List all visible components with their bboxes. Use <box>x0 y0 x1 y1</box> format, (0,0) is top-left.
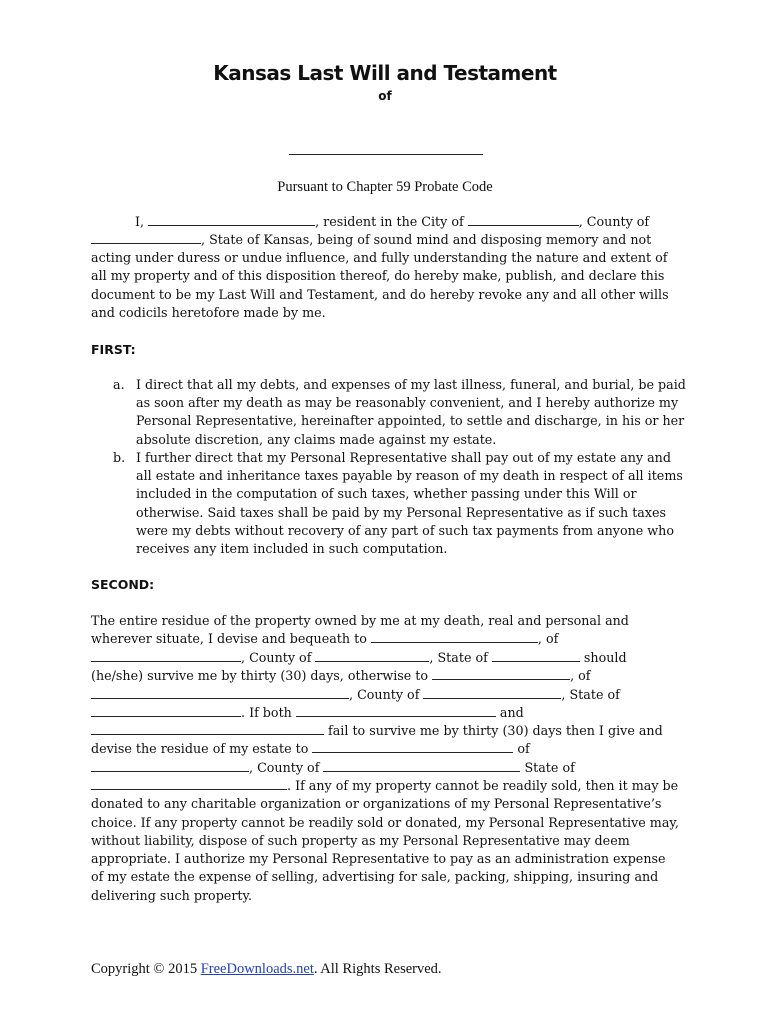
second-text: should <box>579 650 627 665</box>
item-line: absolute discretion, any claims made against my estate. <box>136 431 497 447</box>
second-heading: SECOND: <box>91 577 155 592</box>
residue-city-blank[interactable] <box>91 759 249 772</box>
county-blank[interactable] <box>91 231 201 244</box>
residue-county-blank[interactable] <box>323 759 520 772</box>
beneficiary-state-blank[interactable] <box>492 649 580 662</box>
item-marker: a. <box>113 377 125 392</box>
second-text: wherever situate, I devise and bequeath to <box>91 631 371 646</box>
item-line: included in the computation of such taxes, whether passing under this Will or <box>136 486 637 502</box>
second-text: State of <box>520 760 575 775</box>
alternate-state-blank[interactable] <box>91 704 241 717</box>
second-text: (he/she) survive me by thirty (30) days, otherwise to <box>91 668 433 683</box>
intro-line-5: document to be my Last Will and Testament, and do hereby revoke any and all other wills <box>91 287 669 302</box>
item-line: as soon after my death as may be reasonably convenient, and I hereby authorize my <box>136 395 679 411</box>
intro-text: , resident in the City of <box>315 214 468 229</box>
second-line-1: The entire residue of the property owned by me at my death, real and personal and <box>91 613 629 628</box>
second-line-15: of my estate the expense of selling, advertising for sale, packing, shipping, insuring and <box>91 869 659 884</box>
copyright-footer <box>91 960 442 978</box>
second-text: , State of <box>429 650 492 665</box>
second-line-4 <box>91 667 590 685</box>
item-line: otherwise. Said taxes shall be paid by my Personal Representative as if such taxes <box>136 504 667 520</box>
testator-blank[interactable] <box>148 213 315 226</box>
second-line-2 <box>91 630 558 648</box>
copyright-suffix: . All Rights Reserved. <box>313 961 442 977</box>
beneficiary-city-blank[interactable] <box>91 649 241 662</box>
item-line: all estate and inheritance taxes payable by reason of my death in respect of all items <box>136 468 683 484</box>
item-line: receives any item included in such computation. <box>136 541 448 557</box>
item-marker: b. <box>113 450 126 465</box>
second-line-7 <box>91 722 663 740</box>
second-text: , of <box>570 668 591 683</box>
first-item-a <box>113 376 693 450</box>
second-line-13: without liability, dispose of such property as my Personal Representative may deem <box>91 833 630 848</box>
second-text: . If both <box>241 705 296 720</box>
second-text: of <box>513 741 530 756</box>
city-blank[interactable] <box>468 213 579 226</box>
item-line: Personal Representative, hereinafter appointed, to settle and discharge, in his or her <box>136 413 685 429</box>
second-text: fail to survive me by thirty (30) days then I give and <box>324 723 663 738</box>
residue-state-blank[interactable] <box>91 777 287 790</box>
first-item-b <box>113 449 693 559</box>
second-text: . If any of my property cannot be readily sold, then it may be <box>287 778 679 793</box>
of-label: of <box>378 89 392 103</box>
residue-beneficiary-blank[interactable] <box>312 740 513 753</box>
second-text: , County of <box>349 687 424 702</box>
second-text: , of <box>537 631 559 646</box>
intro-text: , County of <box>578 214 650 229</box>
second-line-14: appropriate. I authorize my Personal Representative to pay as an administration expense <box>91 851 666 866</box>
intro-line-2 <box>91 231 651 249</box>
intro-text: I, <box>135 214 149 229</box>
alternate-beneficiary-blank[interactable] <box>432 667 570 680</box>
beneficiary-blank[interactable] <box>371 630 538 643</box>
intro-line-4: all my property and of this disposition thereof, do hereby make, publish, and declare this <box>91 268 665 283</box>
beneficiary-county-blank[interactable] <box>315 649 429 662</box>
intro-line-3: acting under duress or undue influence, and fully understanding the nature and extent of <box>91 250 668 265</box>
document-title: Kansas Last Will and Testament <box>213 61 557 85</box>
second-line-6 <box>91 704 524 722</box>
both-name-1-blank[interactable] <box>296 704 496 717</box>
second-line-8 <box>91 740 530 758</box>
item-line: I direct that all my debts, and expenses of my last illness, funeral, and burial, be paid <box>136 377 686 392</box>
second-line-16: delivering such property. <box>91 888 252 903</box>
second-line-11: donated to any charitable organization or organizations of my Personal Representative’s <box>91 796 662 811</box>
intro-line-6: and codicils heretofore made by me. <box>91 305 326 320</box>
second-line-10 <box>91 777 678 795</box>
intro-line-1 <box>135 213 649 231</box>
second-line-12: choice. If any property cannot be readily sold or donated, my Personal Representative may, <box>91 815 679 830</box>
item-line: I further direct that my Personal Representative shall pay out of my estate any and <box>136 450 671 465</box>
second-line-3 <box>91 649 627 667</box>
second-text: , County of <box>241 650 316 665</box>
second-line-9 <box>91 759 575 777</box>
second-text: and <box>495 705 524 720</box>
intro-text: , State of Kansas, being of sound mind and disposing memory and not <box>201 232 652 247</box>
freedownloads-link[interactable]: FreeDownloads.net <box>200 961 314 977</box>
second-text: , County of <box>249 760 324 775</box>
item-line: were my debts without recovery of any part of such tax payments from anyone who <box>136 522 674 538</box>
alternate-city-blank[interactable] <box>91 686 349 699</box>
testator-name-blank[interactable] <box>289 154 483 155</box>
second-line-5 <box>91 686 620 704</box>
first-heading: FIRST: <box>91 342 136 357</box>
second-text: devise the residue of my estate to <box>91 741 313 756</box>
both-name-2-blank[interactable] <box>91 722 324 735</box>
second-text: , State of <box>561 687 620 702</box>
copyright-text: Copyright © 2015 <box>91 961 201 977</box>
alternate-county-blank[interactable] <box>423 686 561 699</box>
pursuant-line: Pursuant to Chapter 59 Probate Code <box>277 179 493 195</box>
